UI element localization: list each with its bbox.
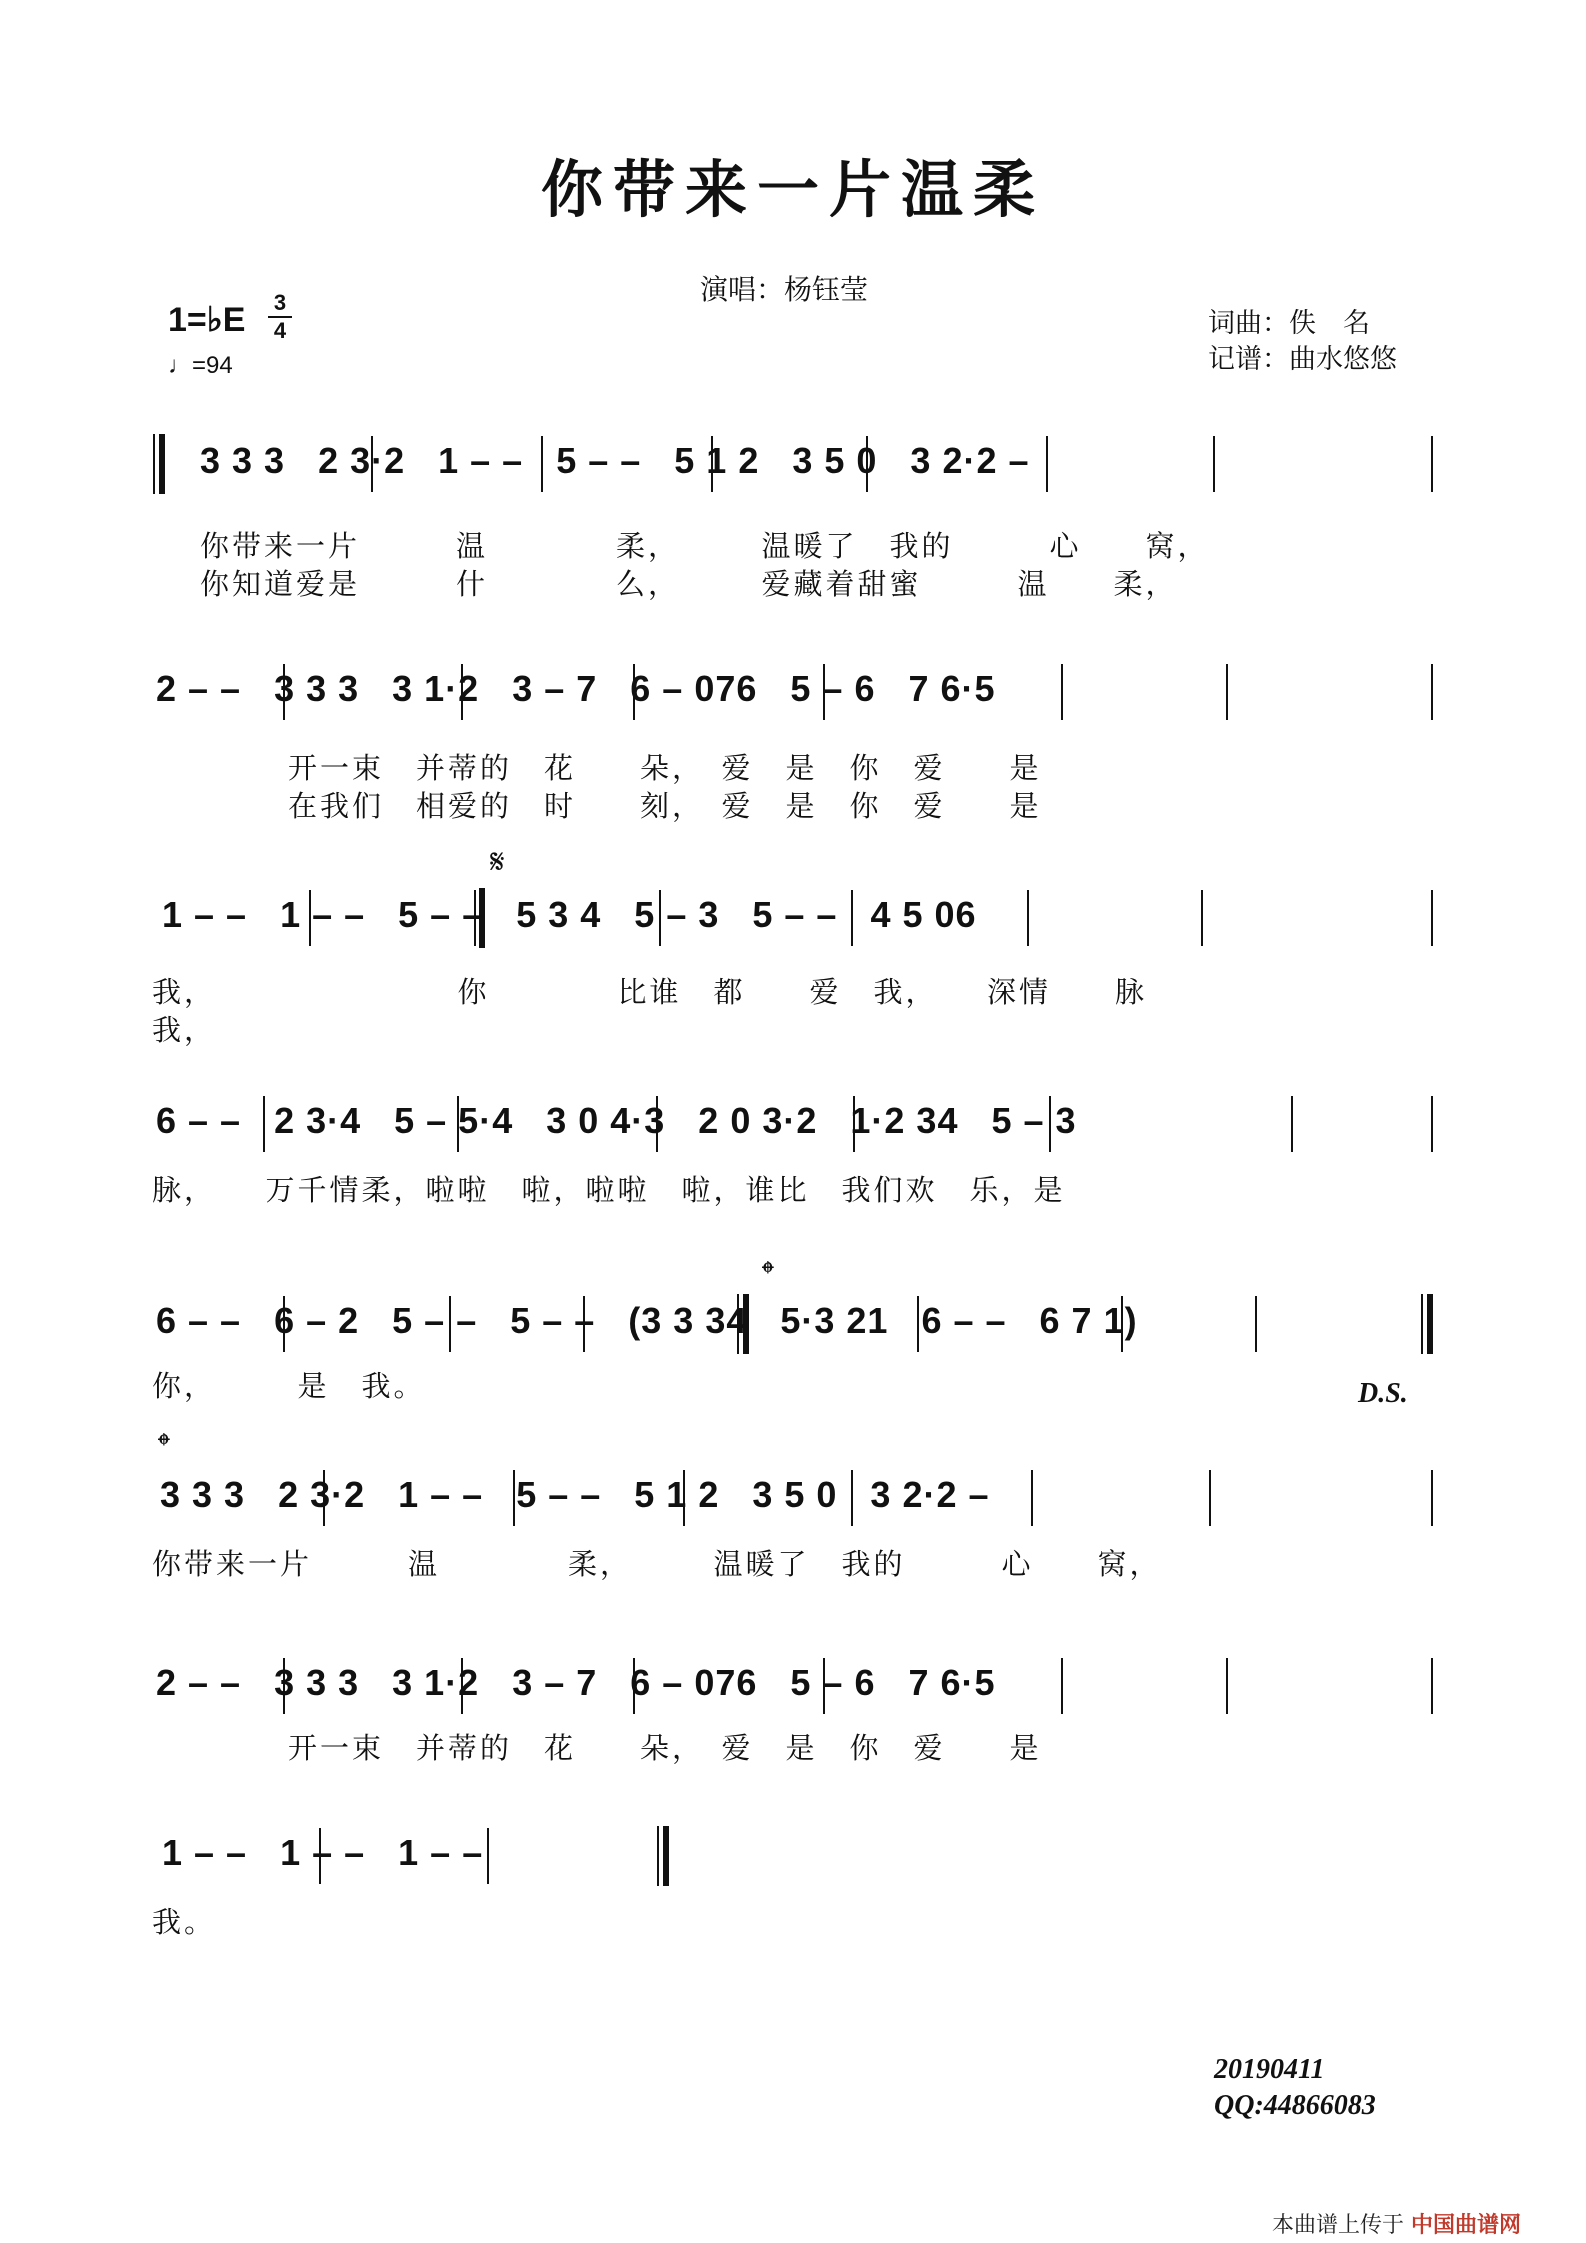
notes-line: 1 – – 1 – – 5 – – 5 3 4 5 – 3 5 – – 4 5 06: [162, 894, 977, 935]
score-row-8: [152, 1822, 1434, 1890]
lyric-line: 开一束 并蒂的 花 朵， 爱 是 你 爱 是: [160, 751, 1042, 785]
score-row-2: [152, 658, 1434, 726]
key-signature: 1=♭E: [168, 301, 246, 339]
notes-line: 6 – – 6 – 2 5 – – 5 – – (3 3 34 5·3 21 6 – – 6 7 1): [156, 1300, 1138, 1341]
lyric-line: 你知道爱是 什 么， 爱藏着甜蜜 温 柔，: [200, 567, 1178, 601]
transcriber-credit: 记谱：曲水悠悠: [1208, 344, 1397, 375]
score-row-4: [152, 1090, 1434, 1158]
lyric-line: 在我们 相爱的 时 刻， 爱 是 你 爱 是: [160, 789, 1042, 823]
singer: 演唱：杨钰莹: [700, 273, 869, 306]
source-footer: [1272, 2208, 1521, 2239]
segno-symbol: 𝄋: [490, 842, 505, 882]
score-row-3: [152, 884, 1434, 952]
lyric-line: 我， 你 比谁 都 爱 我， 深情 脉: [152, 975, 1148, 1009]
credits: [1208, 306, 1397, 378]
qq-contact: QQ:44866083: [1214, 2090, 1376, 2121]
lyric-line: 我，: [152, 1013, 217, 1047]
notes-line: 2 – – 3 3 3 3 1·2 3 – 7 6 – 076 5 – 6 7 6·5: [156, 668, 996, 709]
score-row-5: [152, 1290, 1434, 1358]
score-row-6: [152, 1464, 1434, 1532]
lyric-line: 你带来一片 温 柔， 温暖了 我的 心 窝，: [200, 529, 1210, 563]
date-stamp: [1214, 2052, 1376, 2124]
lyric-line: 你带来一片 温 柔， 温暖了 我的 心 窝，: [152, 1547, 1162, 1581]
time-bottom: 4: [273, 318, 287, 343]
notes-line: 3 3 3 2 3·2 1 – – 5 – – 5 1 2 3 5 0 3 2·2 –: [200, 440, 1030, 481]
lyric-line: 你， 是 我。: [152, 1369, 426, 1403]
lyric-line: 开一束 并蒂的 花 朵， 爱 是 你 爱 是: [160, 1731, 1042, 1765]
time-signature: [268, 292, 292, 342]
score-row-7: [152, 1652, 1434, 1720]
notes-line: 6 – – 2 3·4 5 – 5·4 3 0 4·3 2 0 3·2 1·2 34 5 – 3: [156, 1100, 1077, 1141]
tempo-mark: ♩=94: [168, 352, 233, 379]
coda-symbol: 𝄌: [762, 1254, 774, 1294]
score-title: 你带来一片温柔: [540, 153, 1045, 226]
notes-line: 1 – – 1 – – 1 – –: [162, 1832, 484, 1873]
time-top: 3: [273, 290, 287, 315]
composer-credit: 词曲：佚 名: [1208, 308, 1370, 339]
date: 20190411: [1214, 2054, 1325, 2085]
dal-segno-mark: D.S.: [1358, 1378, 1408, 1409]
lyric-line: 脉， 万千情柔，啦啦 啦，啦啦 啦，谁比 我们欢 乐，是: [152, 1173, 1066, 1207]
score-row-1: [152, 430, 1434, 498]
lyric-line: 我。: [152, 1905, 217, 1939]
notes-line: 3 3 3 2 3·2 1 – – 5 – – 5 1 2 3 5 0 3 2·2 –: [160, 1474, 990, 1515]
coda-symbol: 𝄌: [158, 1426, 170, 1466]
notes-line: 2 – – 3 3 3 3 1·2 3 – 7 6 – 076 5 – 6 7 6·5: [156, 1662, 996, 1703]
footer-brand[interactable]: 中国曲谱网: [1411, 2213, 1522, 2238]
footer-text: 本曲谱上传于: [1272, 2213, 1405, 2238]
